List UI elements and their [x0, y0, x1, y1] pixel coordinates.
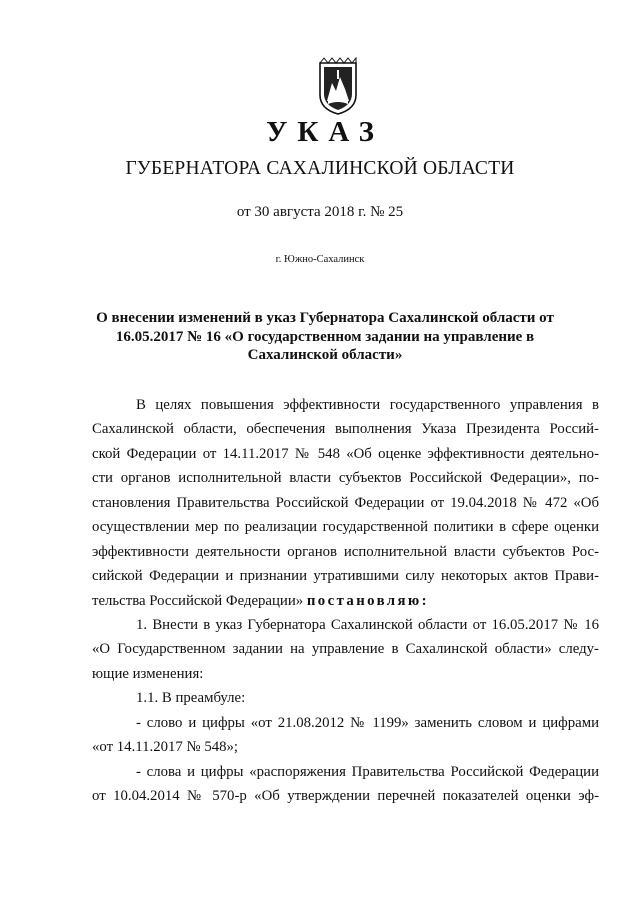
body-line: - слова и цифры «распоряжения Правительства Российской Федерации [136, 763, 599, 780]
body-line: «О Государственном задании на управление в Сахалинской области» следу- [92, 641, 599, 658]
body-line: - слово и цифры «от 21.08.2012 № 1199» заменить словом и цифрами [136, 714, 599, 731]
body-line: эффективности деятельности органов исполнительной власти субъектов Рос- [92, 543, 599, 560]
subject-line: 16.05.2017 № 16 «О государственном задании на управление в [115, 328, 535, 345]
body-line: сийской Федерации и признании утратившими силу некоторых актов Прави- [92, 568, 599, 585]
body-line: Сахалинской области, обеспечения выполнения Указа Президента Россий- [92, 421, 599, 438]
document-date: от 30 августа 2018 г. № 25 [236, 204, 404, 220]
subject-line: О внесении изменений в указ Губернатора Сахалинской области от [96, 310, 554, 326]
document-subtitle: ГУБЕРНАТОРА САХАЛИНСКОЙ ОБЛАСТИ [125, 158, 515, 179]
document-body [92, 393, 599, 808]
body-line: ской Федерации от 14.11.2017 № 548 «Об оценке эффективности деятельно- [92, 445, 599, 462]
body-line [92, 589, 599, 613]
body-line: сти органов исполнительной власти субъектов Российской Федерации», по- [92, 470, 599, 487]
document-city: г. Южно-Сахалинск [275, 254, 365, 265]
body-line: В целях повышения эффективности государственного управления в [136, 397, 599, 413]
document-subject [90, 309, 560, 365]
coat-of-arms-icon [318, 57, 358, 115]
body-line: осуществлении мер по реализации государственной политики в сфере оценки [92, 519, 599, 536]
body-line: от 10.04.2014 № 570-р «Об утверждении перечней показателей оценки эф- [92, 788, 599, 804]
body-line: ющие изменения: [92, 665, 204, 682]
document-title: УКАЗ [266, 116, 384, 148]
subject-line: Сахалинской области» [247, 347, 403, 363]
body-line: 1. Внести в указ Губернатора Сахалинской области от 16.05.2017 № 16 [136, 616, 599, 633]
decree-word: постановляю: [306, 592, 429, 609]
body-line: 1.1. В преамбуле: [136, 690, 246, 707]
body-line: «от 14.11.2017 № 548»; [92, 739, 239, 756]
body-line: становления Правительства Российской Федерации от 19.04.2018 № 472 «Об [92, 494, 599, 511]
body-line-text: тельства Российской Федерации» [92, 592, 304, 609]
